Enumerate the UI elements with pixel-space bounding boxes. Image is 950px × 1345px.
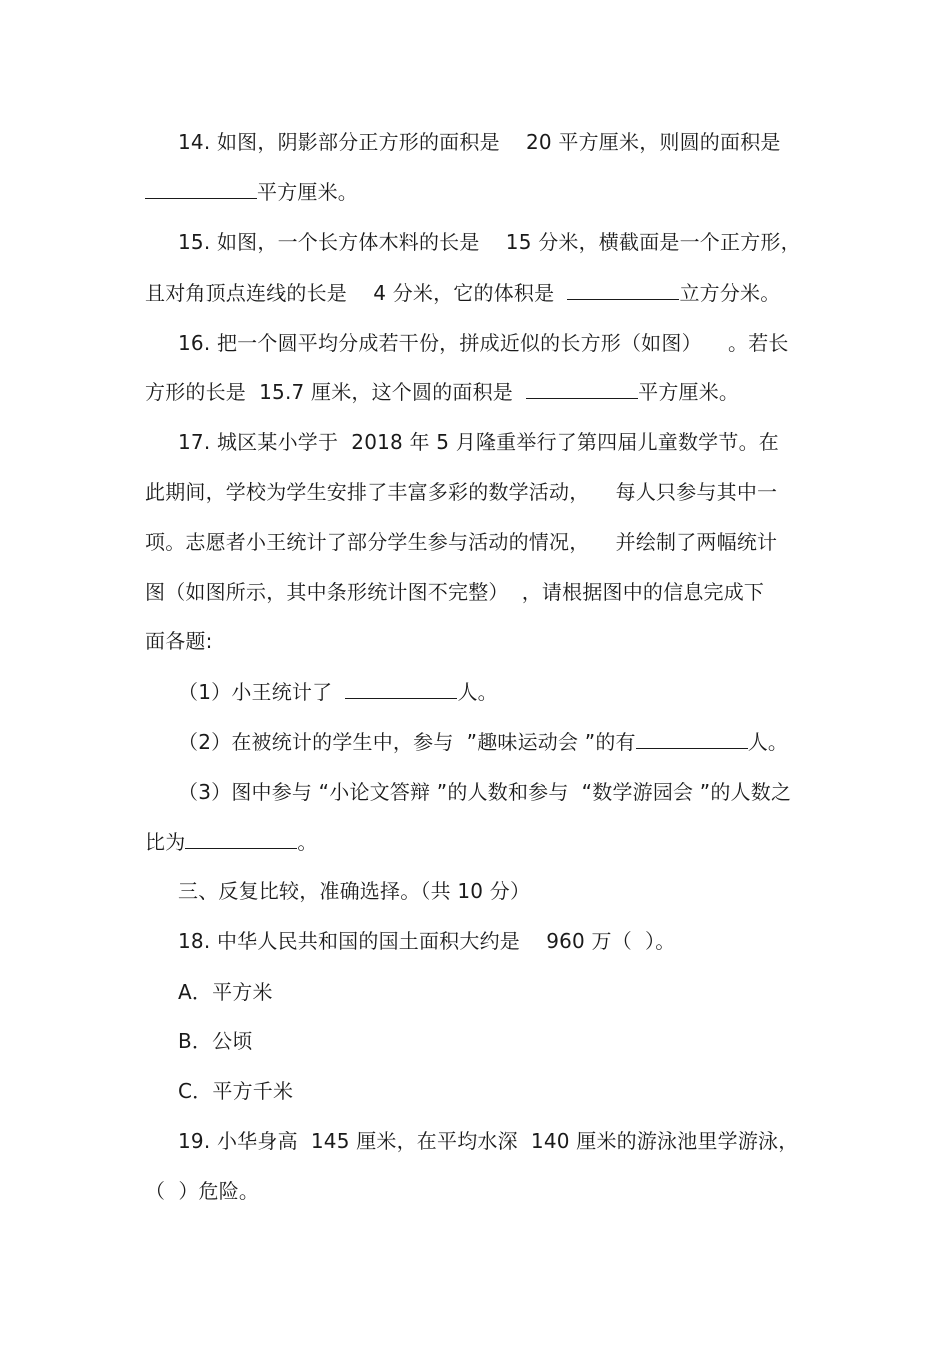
answer-blank: [345, 678, 457, 699]
q17-sub-3-text: 比为: [145, 830, 186, 854]
q14-line-2: [145, 178, 358, 206]
q17-sub-2: [178, 728, 788, 756]
q15-line-1: 15. 如图，一个长方体木料的长是 15 分米，横截面是一个正方形，: [178, 230, 801, 254]
q17-sub-3-line-2: [145, 828, 318, 856]
q17-sub-3-end: 。: [297, 830, 318, 854]
q17-line-4: 图（如图所示，其中条形统计图不完整） ，请根据图中的信息完成下: [145, 580, 765, 604]
q17-line-3: 项。志愿者小王统计了部分学生参与活动的情况， 并绘制了两幅统计: [145, 530, 778, 554]
q18-stem: 18. 中华人民共和国的国土面积大约是 960 万（ ）。: [178, 929, 676, 953]
q15-line-2: [145, 279, 780, 307]
answer-blank: [636, 728, 748, 749]
q18-option-c: C．平方千米: [178, 1079, 294, 1103]
q16-unit: 平方厘米。: [638, 380, 740, 404]
q14-unit: 平方厘米。: [257, 180, 358, 204]
answer-blank: [145, 178, 257, 199]
q17-sub-2-unit: 人。: [747, 730, 789, 754]
q17-line-1: 17. 城区某小学于 2018 年 5 月隆重举行了第四届儿童数学节。在: [178, 430, 779, 454]
q15-text: 且对角顶点连线的长是 4 分米，它的体积是: [145, 281, 568, 305]
answer-blank: [567, 279, 679, 300]
q14-line-1: 14. 如图，阴影部分正方形的面积是 20 平方厘米，则圆的面积是: [178, 130, 781, 154]
q18-option-a: A．平方米: [178, 980, 273, 1004]
q17-sub-1: [178, 678, 498, 706]
q17-sub-1-unit: 人。: [457, 680, 498, 704]
q16-line-2: [145, 378, 739, 406]
q16-text: 方形的长是 15.7 厘米，这个圆的面积是: [145, 380, 527, 404]
q15-unit: 立方分米。: [679, 281, 781, 305]
answer-blank: [185, 828, 297, 849]
q17-line-2: 此期间，学校为学生安排了丰富多彩的数学活动， 每人只参与其中一: [145, 480, 778, 504]
q17-line-5: 面各题:: [145, 629, 213, 653]
answer-blank: [526, 378, 638, 399]
section-heading: 三、反复比较，准确选择。（共 10 分）: [178, 879, 531, 903]
q19-line-2: （ ）危险。: [145, 1179, 260, 1203]
q16-line-1: 16. 把一个圆平均分成若干份，拼成近似的长方形（如图） 。若长: [178, 331, 789, 355]
q17-sub-1-text: （1）小王统计了: [178, 680, 346, 704]
q17-sub-2-text: （2）在被统计的学生中，参与 ”趣味运动会 ”的有: [178, 730, 636, 754]
q17-sub-3: （3）图中参与 “小论文答辩 ”的人数和参与 “数学游园会 ”的人数之: [178, 780, 792, 804]
q18-option-b: B．公顷: [178, 1029, 253, 1053]
q19-line-1: 19. 小华身高 145 厘米，在平均水深 140 厘米的游泳池里学游泳，: [178, 1129, 799, 1153]
